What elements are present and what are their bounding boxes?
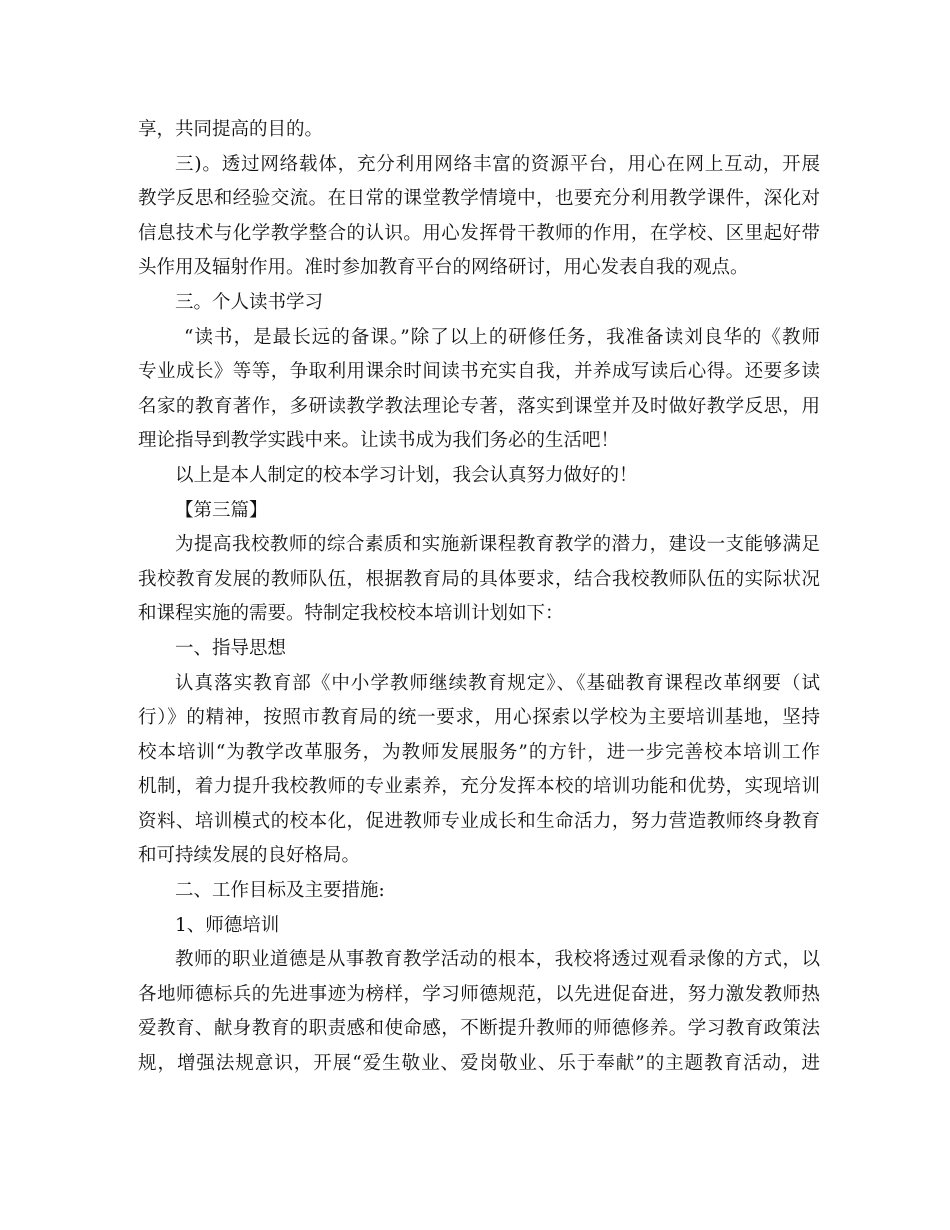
document-page [138, 113, 820, 1082]
text-line: 爱教育、献身教育的职责感和使命感，不断提升教师的师德修养。学习教育政策法 [138, 1018, 820, 1040]
subsection-heading: 1、师德培训 [175, 914, 280, 936]
text-line: 规，增强法规意识，开展“爱生敬业、爱岗敬业、乐于奉献”的主题教育活动，进 [138, 1053, 820, 1075]
text-line: 名家的教育著作，多研读教学教法理论专著，落实到课堂并及时做好教学反思，用 [138, 395, 820, 417]
text-line: 认真落实教育部《中小学教师继续教育规定》、《基础教育课程改革纲要（试 [175, 672, 820, 694]
text-line: 资料、培训模式的校本化，促进教师专业成长和生命活力，努力营造教师终身教育 [138, 810, 820, 832]
text-line: 我校教育发展的教师队伍，根据教育局的具体要求，结合我校教师队伍的实际状况 [138, 568, 820, 590]
text-line: 享，共同提高的目的。 [138, 119, 324, 140]
section-heading: 一、指导思想 [175, 637, 287, 659]
text-line: 头作用及辐射作用。准时参加教育平台的网络研讨，用心发表自我的观点。 [138, 257, 749, 279]
text-line: 为提高我校教师的综合素质和实施新课程教育教学的潜力，建设一支能够满足 [175, 534, 820, 556]
text-line: 和可持续发展的良好格局。 [138, 845, 361, 867]
text-line: 以上是本人制定的校本学习计划，我会认真努力做好的！ [175, 464, 638, 486]
text-line: 行）》的精神，按照市教育局的统一要求，用心探索以学校为主要培训基地，坚持 [138, 707, 820, 729]
text-line: 三)。透过网络载体，充分利用网络丰富的资源平台，用心在网上互动，开展 [175, 153, 820, 175]
text-line: 专业成长》等等，争取利用课余时间读书充实自我，并养成写读后心得。还要多读 [138, 361, 820, 383]
text-line: 和课程实施的需要。特制定我校校本培训计划如下： [138, 603, 564, 625]
text-line: 理论指导到教学实践中来。让读书成为我们务必的生活吧！ [138, 430, 620, 452]
text-line: 校本培训“为教学改革服务，为教师发展服务”的方针，进一步完善校本培训工作 [138, 741, 820, 763]
text-line: 机制，着力提升我校教师的专业素养，充分发挥本校的培训功能和优势，实现培训 [138, 776, 820, 798]
text-line: 教师的职业道德是从事教育教学活动的根本，我校将透过观看录像的方式，以 [175, 949, 820, 971]
section-heading: 二、工作目标及主要措施: [175, 880, 385, 902]
text-line: 教学反思和经验交流。在日常的课堂教学情境中，也要充分利用教学课件，深化对 [138, 188, 820, 210]
part-heading: 【第三篇】 [175, 499, 268, 521]
text-line: 信息技术与化学教学整合的认识。用心发挥骨干教师的作用，在学校、区里起好带 [138, 222, 820, 244]
text-line: 各地师德标兵的先进事迹为榜样，学习师德规范，以先进促奋进，努力激发教师热 [138, 983, 820, 1005]
text-line: “读书，是最长远的备课。”除了以上的研修任务，我准备读刘良华的《教师 [184, 326, 820, 348]
section-heading: 三。个人读书学习 [175, 291, 324, 313]
